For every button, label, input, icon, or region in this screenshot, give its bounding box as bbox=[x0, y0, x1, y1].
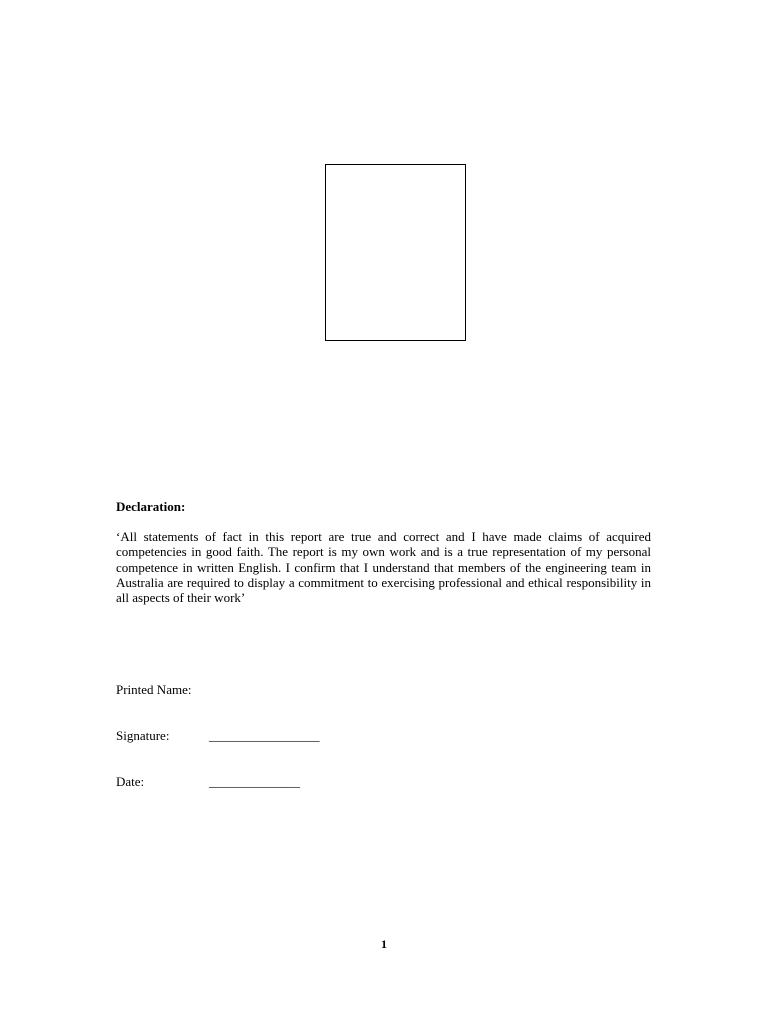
signature-line: _________________ bbox=[209, 728, 320, 743]
photo-placeholder-box bbox=[325, 164, 466, 341]
printed-name-label: Printed Name: bbox=[116, 682, 192, 697]
printed-name-field bbox=[116, 682, 191, 698]
signature-field bbox=[116, 728, 320, 744]
date-field bbox=[116, 774, 300, 790]
page-number: 1 bbox=[381, 937, 387, 951]
date-line: ______________ bbox=[209, 774, 300, 789]
declaration-statement: ‘All statements of fact in this report are true and correct and I have made claims of acquired competencies in good faith. The report is my own work and is a true representation of my personal competence in written English. I confirm that I understand that members of the engineering team in Australia are required to display a commitment to exercising professional and ethical responsibility in all aspects of their work’ bbox=[116, 529, 651, 606]
declaration-heading: Declaration: bbox=[116, 499, 186, 514]
date-label: Date: bbox=[116, 774, 145, 789]
signature-label: Signature: bbox=[116, 728, 170, 743]
